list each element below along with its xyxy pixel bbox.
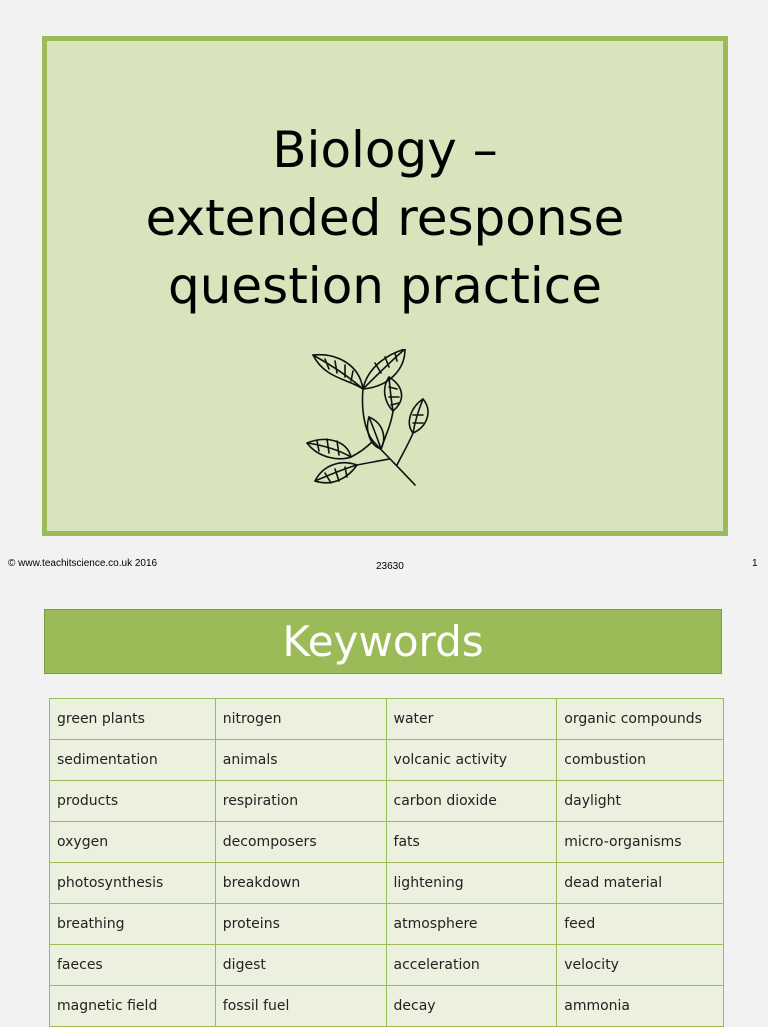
keyword-cell: ammonia (557, 986, 724, 1027)
title-slide (42, 36, 728, 536)
table-row (50, 986, 724, 1027)
table-row (50, 699, 724, 740)
keyword-cell: proteins (215, 904, 386, 945)
keyword-cell: breakdown (215, 863, 386, 904)
keyword-cell: respiration (215, 781, 386, 822)
keywords-table (49, 698, 724, 1027)
table-row (50, 863, 724, 904)
leaf-sprig-icon (305, 349, 437, 489)
keyword-cell: animals (215, 740, 386, 781)
keyword-cell: sedimentation (50, 740, 216, 781)
keyword-cell: fossil fuel (215, 986, 386, 1027)
page-number: 1 (752, 558, 758, 569)
keyword-cell: acceleration (386, 945, 557, 986)
title-line-2: extended response (145, 189, 625, 247)
table-row (50, 904, 724, 945)
keyword-cell: breathing (50, 904, 216, 945)
keyword-cell: faeces (50, 945, 216, 986)
keyword-cell: velocity (557, 945, 724, 986)
keyword-cell: volcanic activity (386, 740, 557, 781)
keyword-cell: nitrogen (215, 699, 386, 740)
keyword-cell: micro-organisms (557, 822, 724, 863)
keyword-cell: combustion (557, 740, 724, 781)
keyword-cell: decay (386, 986, 557, 1027)
keywords-heading: Keywords (44, 609, 722, 674)
copyright-text: © www.teachitscience.co.uk 2016 (8, 558, 158, 569)
keyword-cell: digest (215, 945, 386, 986)
keyword-cell: decomposers (215, 822, 386, 863)
keyword-cell: magnetic field (50, 986, 216, 1027)
table-row (50, 822, 724, 863)
keyword-cell: green plants (50, 699, 216, 740)
table-row (50, 781, 724, 822)
title-line-3: question practice (167, 257, 603, 315)
keyword-cell: organic compounds (557, 699, 724, 740)
slide-title (47, 116, 723, 320)
keyword-cell: carbon dioxide (386, 781, 557, 822)
keyword-cell: feed (557, 904, 724, 945)
keyword-cell: products (50, 781, 216, 822)
keyword-cell: lightening (386, 863, 557, 904)
keyword-cell: fats (386, 822, 557, 863)
title-line-1: Biology – (272, 121, 498, 179)
resource-code: 23630 (376, 561, 404, 572)
keyword-cell: dead material (557, 863, 724, 904)
keyword-cell: daylight (557, 781, 724, 822)
keyword-cell: oxygen (50, 822, 216, 863)
table-row (50, 740, 724, 781)
keyword-cell: photosynthesis (50, 863, 216, 904)
table-row (50, 945, 724, 986)
keyword-cell: water (386, 699, 557, 740)
keyword-cell: atmosphere (386, 904, 557, 945)
